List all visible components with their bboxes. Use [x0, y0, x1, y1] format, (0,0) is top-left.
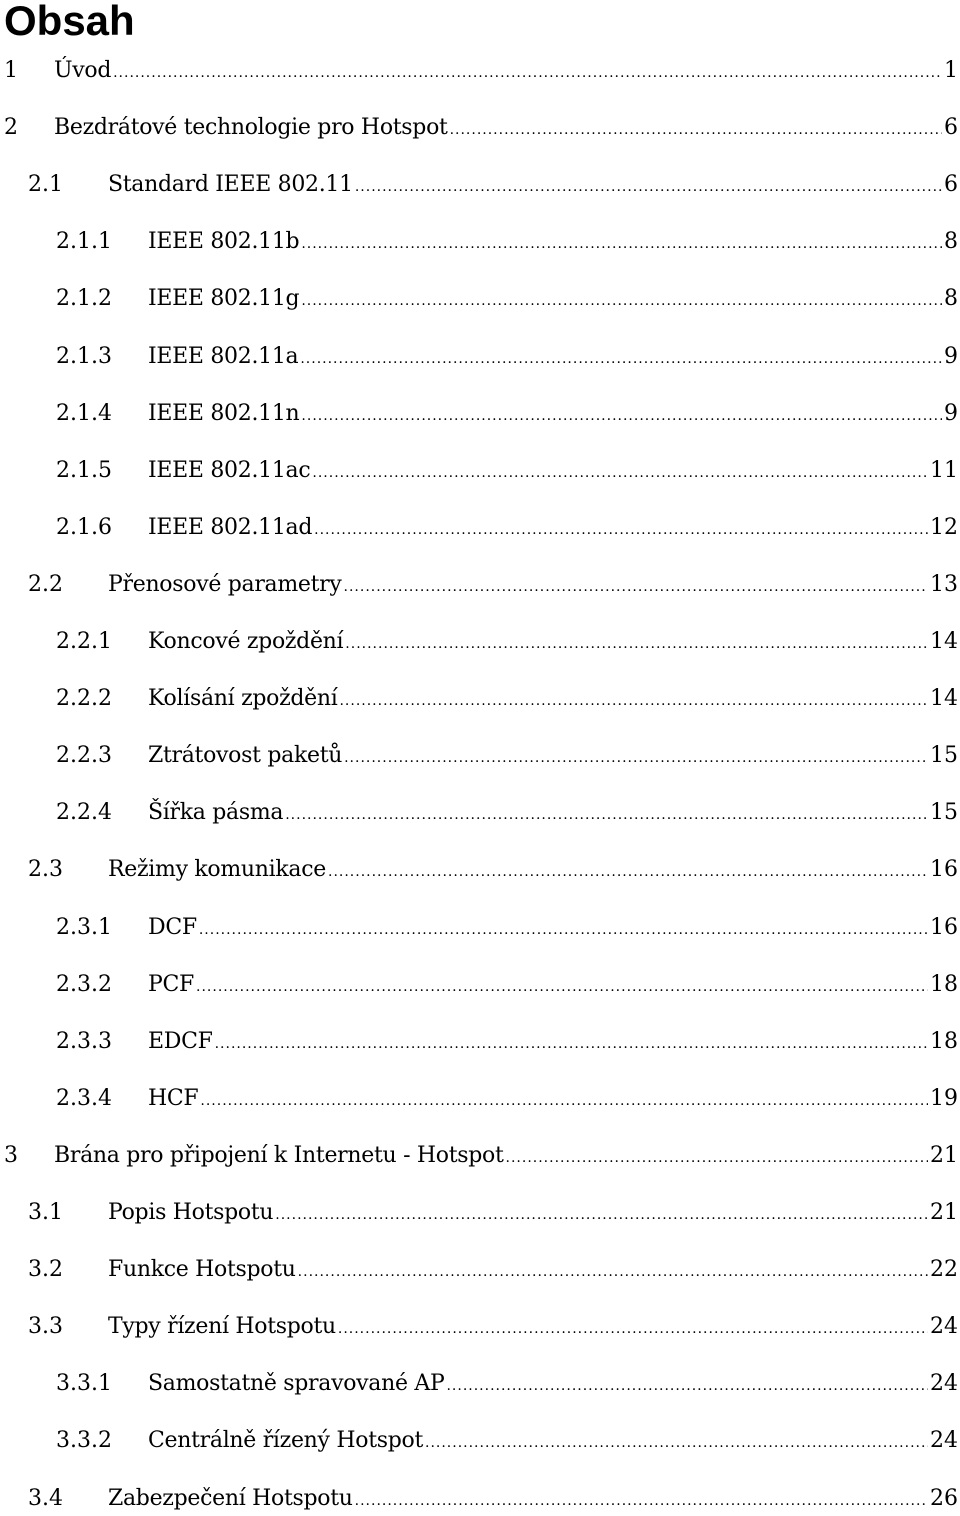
- toc-entry[interactable]: [4, 113, 960, 143]
- toc-entry[interactable]: [4, 56, 960, 86]
- toc-entry-page-number: 6: [944, 172, 958, 197]
- toc-dot-leader: [338, 1314, 928, 1344]
- toc-entry-title: HCF: [148, 1086, 199, 1111]
- toc-entry-number: 2.3: [28, 857, 63, 882]
- toc-entry-number: 3.3.1: [56, 1371, 112, 1396]
- toc-entry-page-number: 9: [944, 401, 958, 426]
- toc-entry-page-number: 12: [930, 515, 958, 540]
- toc-entry-page-number: 15: [930, 800, 958, 825]
- toc-dot-leader: [345, 629, 928, 659]
- toc-entry-number: 3.1: [28, 1200, 63, 1225]
- toc-entry-number: 2: [4, 115, 18, 140]
- toc-entry-page-number: 24: [930, 1428, 958, 1453]
- toc-entry-title: IEEE 802.11g: [148, 286, 300, 311]
- toc-dot-leader: [275, 1200, 928, 1230]
- toc-entry-number: 2.2.2: [56, 686, 112, 711]
- toc-dot-leader: [199, 915, 928, 945]
- toc-entry-number: 2.3.3: [56, 1029, 112, 1054]
- toc-entry-title: DCF: [148, 915, 197, 940]
- toc-entry[interactable]: [28, 170, 960, 200]
- toc-entry-number: 2.1.4: [56, 401, 112, 426]
- toc-entry[interactable]: [28, 1312, 960, 1342]
- toc-entry[interactable]: [28, 1255, 960, 1285]
- toc-entry-page-number: 26: [930, 1486, 958, 1511]
- toc-entry[interactable]: [28, 1198, 960, 1228]
- toc-entry-title: IEEE 802.11a: [148, 344, 299, 369]
- toc-entry-title: Režimy komunikace: [108, 857, 326, 882]
- toc-entry-page-number: 9: [944, 344, 958, 369]
- toc-entry-page-number: 16: [930, 915, 958, 940]
- toc-entry-page-number: 13: [930, 572, 958, 597]
- toc-entry-page-number: 11: [930, 458, 958, 483]
- toc-entry-title: Úvod: [54, 58, 112, 83]
- toc-entry-number: 2.1.5: [56, 458, 112, 483]
- toc-entry[interactable]: [28, 1484, 960, 1514]
- toc-entry[interactable]: [56, 399, 960, 429]
- toc-dot-leader: [355, 172, 942, 202]
- toc-entry-number: 3.3: [28, 1314, 63, 1339]
- toc-entry-title: Bezdrátové technologie pro Hotspot: [54, 115, 448, 140]
- toc-dot-leader: [446, 1371, 928, 1401]
- toc-entry-number: 2.1: [28, 172, 63, 197]
- toc-entry-page-number: 18: [930, 1029, 958, 1054]
- toc-entry[interactable]: [56, 798, 960, 828]
- toc-entry-page-number: 6: [944, 115, 958, 140]
- toc-entry-page-number: 19: [930, 1086, 958, 1111]
- toc-entry-title: EDCF: [148, 1029, 213, 1054]
- toc-dot-leader: [113, 58, 942, 88]
- toc-entry-number: 3.2: [28, 1257, 63, 1282]
- toc-entry-title: IEEE 802.11ac: [148, 458, 311, 483]
- toc-entry-number: 2.1.2: [56, 286, 112, 311]
- toc-dot-leader: [506, 1143, 928, 1173]
- toc-entry-title: Popis Hotspotu: [108, 1200, 274, 1225]
- toc-dot-leader: [344, 572, 928, 602]
- toc-entry[interactable]: [28, 570, 960, 600]
- toc-entry-title: IEEE 802.11ad: [148, 515, 313, 540]
- toc-dot-leader: [450, 115, 942, 145]
- toc-entry-number: 2.1.6: [56, 515, 112, 540]
- toc-dot-leader: [344, 743, 928, 773]
- toc-entry-number: 2.1.3: [56, 344, 112, 369]
- toc-entry-title: PCF: [148, 972, 195, 997]
- toc-entry-page-number: 15: [930, 743, 958, 768]
- toc-dot-leader: [285, 800, 928, 830]
- page-title: Obsah: [4, 0, 135, 44]
- toc-entry-page-number: 21: [930, 1200, 958, 1225]
- toc-entry-number: 1: [4, 58, 18, 83]
- toc-entry[interactable]: [56, 684, 960, 714]
- toc-entry-page-number: 14: [930, 686, 958, 711]
- toc-entry[interactable]: [56, 1369, 960, 1399]
- toc-dot-leader: [339, 686, 928, 716]
- toc-entry-number: 2.3.1: [56, 915, 112, 940]
- toc-entry-title: IEEE 802.11b: [148, 229, 300, 254]
- toc-entry-page-number: 14: [930, 629, 958, 654]
- toc-entry[interactable]: [56, 1027, 960, 1057]
- toc-entry[interactable]: [56, 1426, 960, 1456]
- toc-dot-leader: [200, 1086, 928, 1116]
- toc-entry-page-number: 24: [930, 1371, 958, 1396]
- toc-entry-title: Typy řízení Hotspotu: [108, 1314, 336, 1339]
- toc-entry[interactable]: [56, 227, 960, 257]
- toc-entry-title: Samostatně spravované AP: [148, 1371, 445, 1396]
- toc-entry-title: Přenosové parametry: [108, 572, 342, 597]
- toc-entry-title: Ztrátovost paketů: [148, 743, 343, 768]
- toc-entry-title: Brána pro připojení k Internetu - Hotspot: [54, 1143, 504, 1168]
- toc-entry-page-number: 22: [930, 1257, 958, 1282]
- toc-entry[interactable]: [56, 741, 960, 771]
- toc-entry-page-number: 8: [944, 229, 958, 254]
- toc-entry-page-number: 16: [930, 857, 958, 882]
- toc-entry[interactable]: [56, 284, 960, 314]
- toc-entry-title: Centrálně řízený Hotspot: [148, 1428, 423, 1453]
- toc-entry-number: 2.3.4: [56, 1086, 112, 1111]
- toc-dot-leader: [312, 458, 928, 488]
- toc-entry-number: 2.1.1: [56, 229, 112, 254]
- toc-dot-leader: [301, 401, 942, 431]
- toc-dot-leader: [300, 344, 942, 374]
- toc-entry-number: 2.2.3: [56, 743, 112, 768]
- toc-entry-page-number: 21: [930, 1143, 958, 1168]
- toc-entry-page-number: 18: [930, 972, 958, 997]
- toc-entry[interactable]: [56, 513, 960, 543]
- toc-entry[interactable]: [56, 342, 960, 372]
- toc-dot-leader: [196, 972, 928, 1002]
- toc-dot-leader: [355, 1486, 928, 1516]
- toc-entry-number: 2.2: [28, 572, 63, 597]
- toc-dot-leader: [314, 515, 928, 545]
- toc-entry-title: Funkce Hotspotu: [108, 1257, 296, 1282]
- toc-entry[interactable]: [56, 627, 960, 657]
- toc-entry[interactable]: [56, 456, 960, 486]
- toc-entry-title: Šířka pásma: [148, 800, 284, 825]
- toc-dot-leader: [328, 857, 928, 887]
- toc-entry-page-number: 24: [930, 1314, 958, 1339]
- toc-entry-title: Standard IEEE 802.11: [108, 172, 353, 197]
- toc-entry-title: Zabezpečení Hotspotu: [108, 1486, 353, 1511]
- toc-entry-number: 2.3.2: [56, 972, 112, 997]
- toc-dot-leader: [215, 1029, 928, 1059]
- toc-dot-leader: [298, 1257, 928, 1287]
- toc-entry-page-number: 8: [944, 286, 958, 311]
- toc-entry[interactable]: [56, 1084, 960, 1114]
- toc-entry-title: Koncové zpoždění: [148, 629, 344, 654]
- toc-dot-leader: [425, 1428, 928, 1458]
- toc-entry[interactable]: [4, 1141, 960, 1171]
- toc-entry-number: 3: [4, 1143, 18, 1168]
- toc-entry-number: 3.4: [28, 1486, 63, 1511]
- toc-entry[interactable]: [56, 913, 960, 943]
- toc-entry-title: IEEE 802.11n: [148, 401, 300, 426]
- toc-entry[interactable]: [56, 970, 960, 1000]
- toc-entry[interactable]: [28, 855, 960, 885]
- toc-dot-leader: [301, 286, 942, 316]
- toc-entry-page-number: 1: [944, 58, 958, 83]
- toc-entry-title: Kolísání zpoždění: [148, 686, 338, 711]
- toc-entry-number: 2.2.4: [56, 800, 112, 825]
- toc-entry-number: 2.2.1: [56, 629, 112, 654]
- toc-entry-number: 3.3.2: [56, 1428, 112, 1453]
- toc-dot-leader: [301, 229, 942, 259]
